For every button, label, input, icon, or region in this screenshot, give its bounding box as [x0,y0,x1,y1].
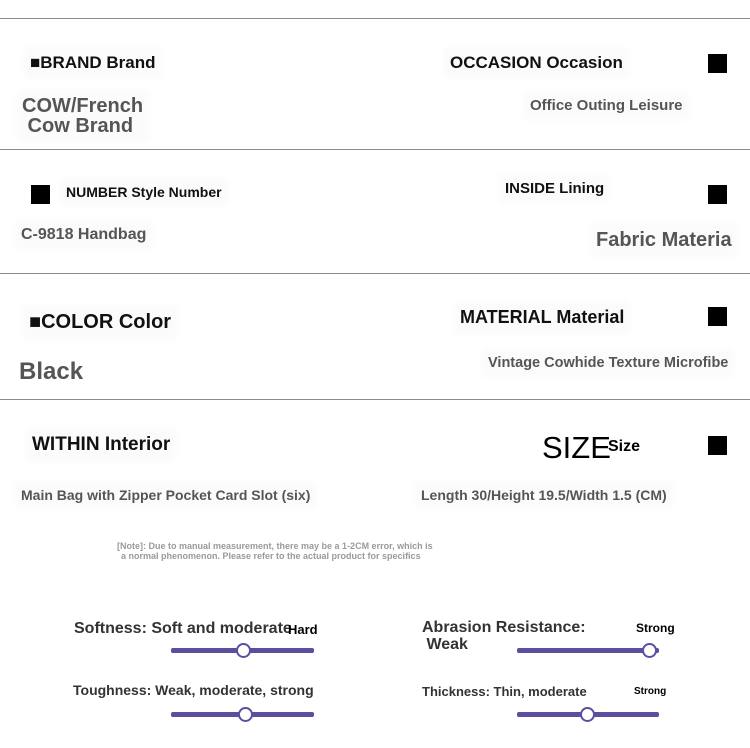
abrasion-end-label: Strong [636,621,675,635]
occasion-value: Office Outing Leisure [530,97,683,114]
softness-label: Softness: Soft and moderate [74,620,292,637]
occasion-label: OCCASION Occasion [450,53,623,72]
size-label-large: SIZE [542,430,611,465]
toughness-label: Toughness: Weak, moderate, strong [73,682,314,698]
divider-1 [0,149,750,150]
lining-label: INSIDE Lining [505,180,605,197]
toughness-slider-knob [238,707,253,722]
size-label: Size [608,438,641,455]
number-label: NUMBER Style Number [66,184,222,200]
number-value: C-9818 Handbag [21,226,147,243]
divider-2 [0,273,750,274]
abrasion-label: Abrasion Resistance: Weak [422,619,586,653]
note-line-2: a normal phenomenon. Please refer to the actual product for specifics [121,551,421,561]
divider-top [0,18,750,19]
number-square-icon [31,185,50,204]
thickness-end-label: Strong [634,686,667,697]
softness-end-label: Hard [288,622,318,637]
thickness-slider-knob [580,707,595,722]
divider-3 [0,399,750,400]
softness-slider-knob [236,643,251,658]
material-square-icon [708,307,727,326]
brand-label: ■BRAND Brand [30,53,156,72]
interior-label: WITHIN Interior [32,434,171,455]
brand-value: COW/French Cow Brand [22,95,144,137]
size-value: Length 30/Height 19.5/Width 1.5 (CM) [421,487,667,503]
lining-square-icon [708,185,727,204]
material-value: Vintage Cowhide Texture Microfibe [488,355,729,371]
lining-value: Fabric Materia [596,229,732,251]
material-label: MATERIAL Material [460,307,625,327]
color-label: ■COLOR Color [29,311,172,333]
thickness-label: Thickness: Thin, moderate [422,684,587,699]
occasion-square-icon [708,54,727,73]
note-line-1: [Note]: Due to manual measurement, there may be a 1-2CM error, which is [117,541,433,551]
abrasion-slider-knob [642,643,657,658]
abrasion-slider-track [517,648,659,653]
interior-value: Main Bag with Zipper Pocket Card Slot (six) [21,487,311,503]
size-square-icon [708,436,727,455]
color-value: Black [19,358,84,385]
